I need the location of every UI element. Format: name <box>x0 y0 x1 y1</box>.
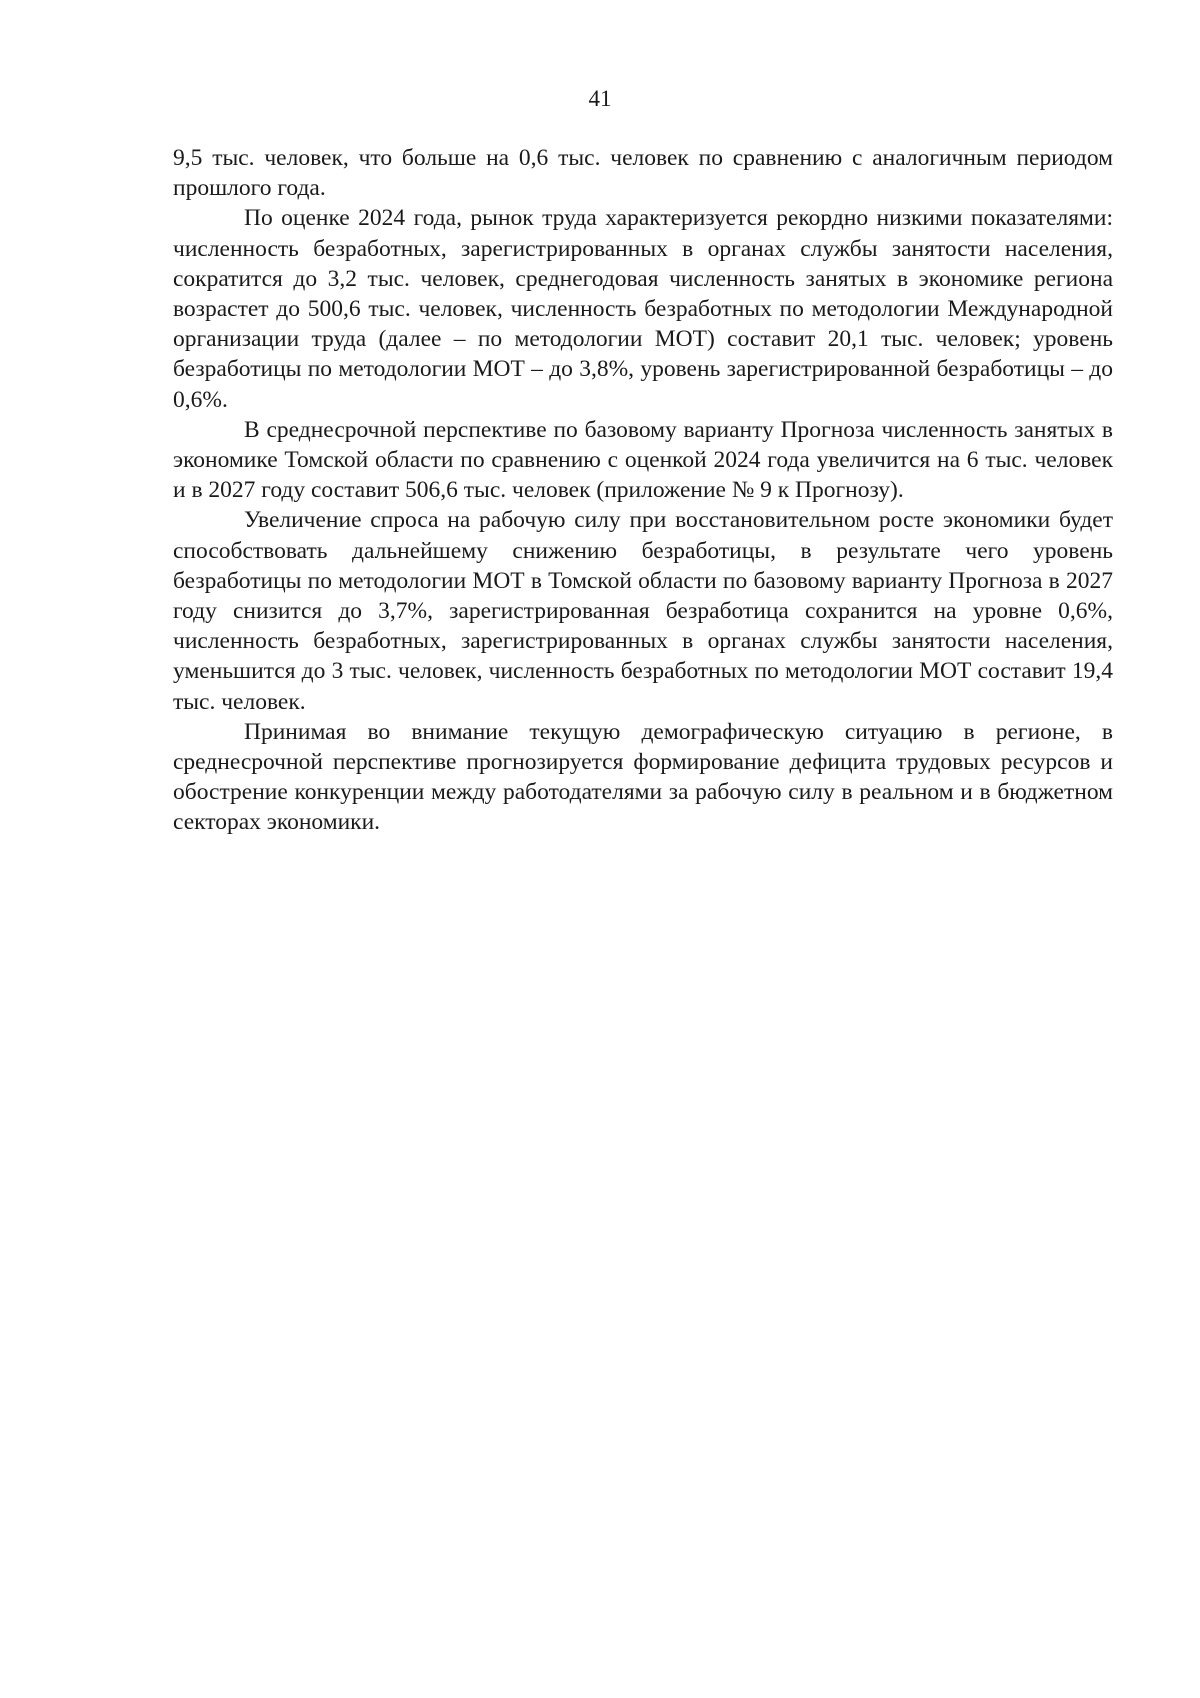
document-body <box>173 143 1113 838</box>
paragraph-unemployment-forecast: Увеличение спроса на рабочую силу при восстановительном росте экономики будет способствовать дальнейшему снижению безработицы, в результате чего уровень безработицы по методологии МОТ в Томской области по базовому варианту Прогноза в 2027 году снизится до 3,7%, зарегистрированная безработица сохранится на уровне 0,6%, численность безработных, зарегистрированных в органах службы занятости населения, уменьшится до 3 тыс. человек, численность безработных по методологии МОТ составит 19,4 тыс. человек. <box>173 507 1113 715</box>
paragraph-labor-market-estimate: По оценке 2024 года, рынок труда характеризуется рекордно низкими показателями: численность безработных, зарегистрированных в органах службы занятости населения, сократится до 3,2 тыс. человек, среднегодовая численность занятых в экономике региона возрастет до 500,6 тыс. человек, численность безработных по методологии Международной организации труда (далее – по методологии МОТ) составит 20,1 тыс. человек; уровень безработицы по методологии МОТ – до 3,8%, уровень зарегистрированной безработицы – до 0,6%. <box>173 205 1113 413</box>
paragraph-employment-forecast: В среднесрочной перспективе по базовому варианту Прогноза численность занятых в экономике Томской области по сравнению с оценкой 2024 года увеличится на 6 тыс. человек и в 2027 году составит 506,6 тыс. человек (приложение № 9 к Прогнозу). <box>173 416 1113 504</box>
paragraph-labor-shortage: Принимая во внимание текущую демографическую ситуацию в регионе, в среднесрочной перспективе прогнозируется формирование дефицита трудовых ресурсов и обострение конкуренции между работодателями за рабочую силу в реальном и в бюджетном секторах экономики. <box>173 718 1113 836</box>
page-number: 41 <box>588 86 612 111</box>
paragraph-continuation: 9,5 тыс. человек, что больше на 0,6 тыс. человек по сравнению с аналогичным периодом прошлого года. <box>173 145 1113 202</box>
